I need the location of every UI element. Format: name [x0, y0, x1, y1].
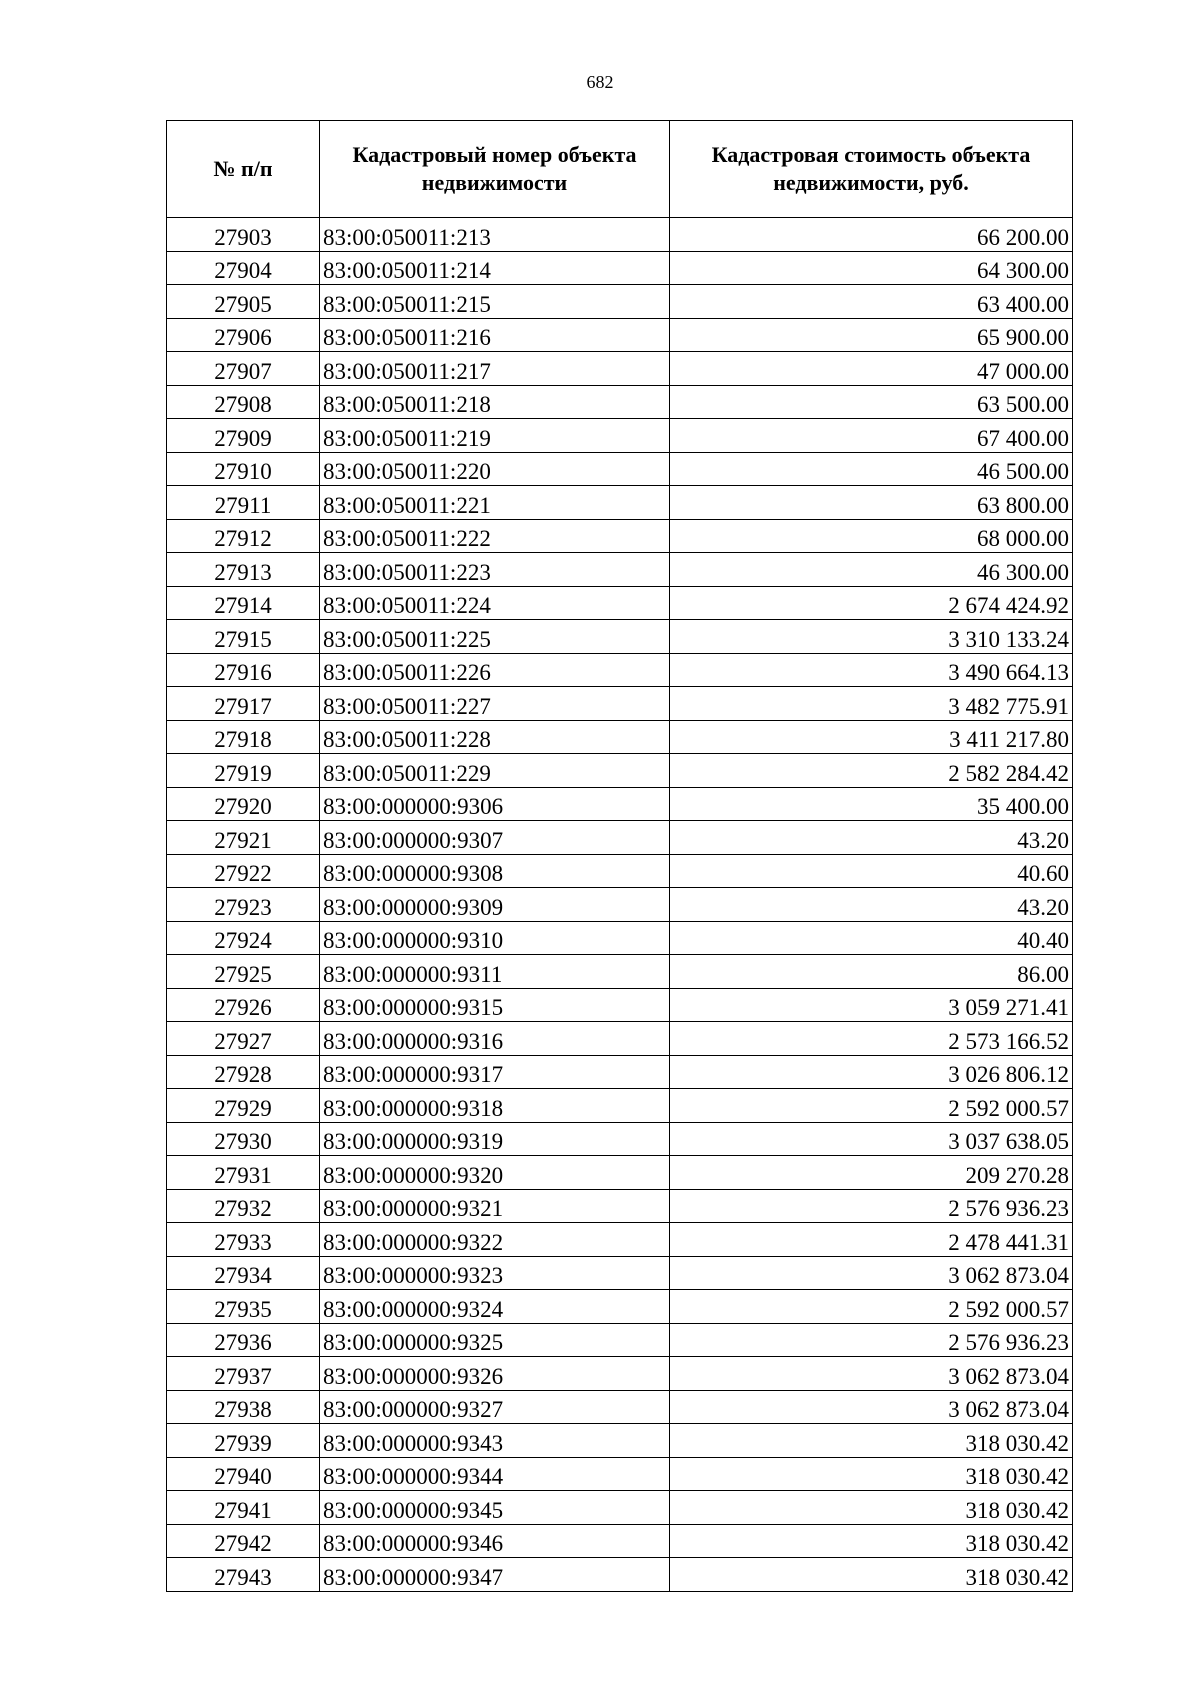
- cadastral-value-cell: 209 270.28: [670, 1156, 1073, 1190]
- cadastral-value-cell: 3 037 638.05: [670, 1122, 1073, 1156]
- row-number-cell: 27937: [167, 1357, 320, 1391]
- cadastral-value-cell: 2 478 441.31: [670, 1223, 1073, 1257]
- row-number-cell: 27903: [167, 218, 320, 252]
- cadastral-value-cell: 2 592 000.57: [670, 1290, 1073, 1324]
- row-number-cell: 27917: [167, 687, 320, 721]
- row-number-cell: 27921: [167, 821, 320, 855]
- cadastral-value-cell: 2 573 166.52: [670, 1022, 1073, 1056]
- row-number-cell: 27904: [167, 251, 320, 285]
- table-row: [167, 1390, 1073, 1424]
- row-number-cell: 27932: [167, 1189, 320, 1223]
- cadastral-number-cell: 83:00:000000:9344: [320, 1457, 670, 1491]
- cadastral-number-cell: 83:00:000000:9317: [320, 1055, 670, 1089]
- row-number-cell: 27912: [167, 519, 320, 553]
- cadastral-value-cell: 3 062 873.04: [670, 1256, 1073, 1290]
- cadastral-value-cell: 46 300.00: [670, 553, 1073, 587]
- cadastral-value-cell: 66 200.00: [670, 218, 1073, 252]
- cadastral-number-cell: 83:00:000000:9306: [320, 787, 670, 821]
- cadastral-number-cell: 83:00:000000:9310: [320, 921, 670, 955]
- cadastral-value-cell: 47 000.00: [670, 352, 1073, 386]
- row-number-cell: 27920: [167, 787, 320, 821]
- cadastral-number-cell: 83:00:000000:9307: [320, 821, 670, 855]
- table-row: [167, 1256, 1073, 1290]
- row-number-cell: 27929: [167, 1089, 320, 1123]
- table-row: [167, 787, 1073, 821]
- table-row: [167, 419, 1073, 453]
- table-row: [167, 921, 1073, 955]
- row-number-cell: 27942: [167, 1524, 320, 1558]
- header-row-number: № п/п: [167, 121, 320, 218]
- table-row: [167, 1323, 1073, 1357]
- row-number-cell: 27913: [167, 553, 320, 587]
- page-number: 682: [586, 72, 614, 92]
- cadastral-number-cell: 83:00:050011:219: [320, 419, 670, 453]
- cadastral-number-cell: 83:00:000000:9308: [320, 854, 670, 888]
- cadastral-value-cell: 63 400.00: [670, 285, 1073, 319]
- table-row: [167, 1424, 1073, 1458]
- cadastral-number-cell: 83:00:000000:9319: [320, 1122, 670, 1156]
- table-row: [167, 754, 1073, 788]
- table-row: [167, 1156, 1073, 1190]
- cadastral-value-cell: 318 030.42: [670, 1457, 1073, 1491]
- cadastral-value-cell: 2 576 936.23: [670, 1189, 1073, 1223]
- row-number-cell: 27928: [167, 1055, 320, 1089]
- table-row: [167, 352, 1073, 386]
- row-number-cell: 27906: [167, 318, 320, 352]
- table-row: [167, 385, 1073, 419]
- row-number-cell: 27910: [167, 452, 320, 486]
- cadastral-number-cell: 83:00:050011:218: [320, 385, 670, 419]
- cadastral-value-cell: 40.60: [670, 854, 1073, 888]
- table-row: [167, 1089, 1073, 1123]
- cadastral-value-cell: 64 300.00: [670, 251, 1073, 285]
- cadastral-number-cell: 83:00:000000:9347: [320, 1558, 670, 1592]
- table-row: [167, 1223, 1073, 1257]
- cadastral-value-cell: 3 059 271.41: [670, 988, 1073, 1022]
- cadastral-number-cell: 83:00:000000:9318: [320, 1089, 670, 1123]
- cadastral-number-cell: 83:00:050011:222: [320, 519, 670, 553]
- table-row: [167, 687, 1073, 721]
- cadastral-value-cell: 46 500.00: [670, 452, 1073, 486]
- row-number-cell: 27935: [167, 1290, 320, 1324]
- row-number-cell: 27943: [167, 1558, 320, 1592]
- row-number-cell: 27918: [167, 720, 320, 754]
- cadastral-number-cell: 83:00:000000:9345: [320, 1491, 670, 1525]
- table-header-row: [167, 121, 1073, 218]
- cadastral-number-cell: 83:00:050011:226: [320, 653, 670, 687]
- table-body: [167, 218, 1073, 1592]
- cadastral-number-cell: 83:00:000000:9309: [320, 888, 670, 922]
- table-row: [167, 452, 1073, 486]
- cadastral-value-cell: 65 900.00: [670, 318, 1073, 352]
- cadastral-value-cell: 35 400.00: [670, 787, 1073, 821]
- cadastral-value-cell: 86.00: [670, 955, 1073, 989]
- table-row: [167, 653, 1073, 687]
- cadastral-value-cell: 3 062 873.04: [670, 1390, 1073, 1424]
- cadastral-number-cell: 83:00:000000:9343: [320, 1424, 670, 1458]
- row-number-cell: 27922: [167, 854, 320, 888]
- row-number-cell: 27939: [167, 1424, 320, 1458]
- cadastral-number-cell: 83:00:050011:225: [320, 620, 670, 654]
- cadastral-value-cell: 2 592 000.57: [670, 1089, 1073, 1123]
- row-number-cell: 27938: [167, 1390, 320, 1424]
- cadastral-value-cell: 63 800.00: [670, 486, 1073, 520]
- cadastral-number-cell: 83:00:000000:9323: [320, 1256, 670, 1290]
- row-number-cell: 27911: [167, 486, 320, 520]
- cadastral-number-cell: 83:00:000000:9315: [320, 988, 670, 1022]
- header-cadastral-number: Кадастровый номер объекта недвижимости: [320, 121, 670, 218]
- table-row: [167, 218, 1073, 252]
- cadastral-number-cell: 83:00:050011:227: [320, 687, 670, 721]
- cadastral-number-cell: 83:00:050011:217: [320, 352, 670, 386]
- row-number-cell: 27923: [167, 888, 320, 922]
- cadastral-value-cell: 68 000.00: [670, 519, 1073, 553]
- cadastral-value-cell: 318 030.42: [670, 1558, 1073, 1592]
- cadastral-number-cell: 83:00:000000:9311: [320, 955, 670, 989]
- table-row: [167, 1357, 1073, 1391]
- row-number-cell: 27915: [167, 620, 320, 654]
- row-number-cell: 27940: [167, 1457, 320, 1491]
- cadastral-number-cell: 83:00:000000:9324: [320, 1290, 670, 1324]
- row-number-cell: 27909: [167, 419, 320, 453]
- row-number-cell: 27924: [167, 921, 320, 955]
- cadastral-number-cell: 83:00:000000:9325: [320, 1323, 670, 1357]
- cadastral-number-cell: 83:00:000000:9346: [320, 1524, 670, 1558]
- table-row: [167, 1055, 1073, 1089]
- table-row: [167, 854, 1073, 888]
- table-row: [167, 586, 1073, 620]
- cadastral-value-cell: 3 310 133.24: [670, 620, 1073, 654]
- table-row: [167, 955, 1073, 989]
- cadastral-value-table: [166, 120, 1073, 1592]
- cadastral-value-cell: 43.20: [670, 821, 1073, 855]
- cadastral-value-cell: 3 062 873.04: [670, 1357, 1073, 1391]
- table-row: [167, 553, 1073, 587]
- row-number-cell: 27930: [167, 1122, 320, 1156]
- row-number-cell: 27934: [167, 1256, 320, 1290]
- table-row: [167, 988, 1073, 1022]
- cadastral-value-cell: 40.40: [670, 921, 1073, 955]
- cadastral-value-cell: 63 500.00: [670, 385, 1073, 419]
- row-number-cell: 27933: [167, 1223, 320, 1257]
- table-row: [167, 1558, 1073, 1592]
- cadastral-number-cell: 83:00:050011:228: [320, 720, 670, 754]
- cadastral-number-cell: 83:00:050011:215: [320, 285, 670, 319]
- table-row: [167, 821, 1073, 855]
- table-row: [167, 519, 1073, 553]
- cadastral-number-cell: 83:00:050011:214: [320, 251, 670, 285]
- table-row: [167, 1122, 1073, 1156]
- row-number-cell: 27905: [167, 285, 320, 319]
- table-row: [167, 1524, 1073, 1558]
- table-row: [167, 285, 1073, 319]
- cadastral-value-cell: 318 030.42: [670, 1424, 1073, 1458]
- cadastral-value-cell: 2 582 284.42: [670, 754, 1073, 788]
- row-number-cell: 27926: [167, 988, 320, 1022]
- cadastral-value-cell: 2 674 424.92: [670, 586, 1073, 620]
- cadastral-number-cell: 83:00:000000:9320: [320, 1156, 670, 1190]
- cadastral-number-cell: 83:00:050011:216: [320, 318, 670, 352]
- cadastral-value-cell: 2 576 936.23: [670, 1323, 1073, 1357]
- cadastral-number-cell: 83:00:050011:223: [320, 553, 670, 587]
- table-row: [167, 1457, 1073, 1491]
- row-number-cell: 27931: [167, 1156, 320, 1190]
- table-row: [167, 318, 1073, 352]
- cadastral-value-cell: 67 400.00: [670, 419, 1073, 453]
- row-number-cell: 27914: [167, 586, 320, 620]
- cadastral-value-cell: 3 026 806.12: [670, 1055, 1073, 1089]
- table-row: [167, 251, 1073, 285]
- cadastral-number-cell: 83:00:000000:9322: [320, 1223, 670, 1257]
- cadastral-number-cell: 83:00:050011:224: [320, 586, 670, 620]
- cadastral-value-cell: 3 482 775.91: [670, 687, 1073, 721]
- row-number-cell: 27916: [167, 653, 320, 687]
- cadastral-number-cell: 83:00:050011:213: [320, 218, 670, 252]
- cadastral-number-cell: 83:00:000000:9316: [320, 1022, 670, 1056]
- table-row: [167, 888, 1073, 922]
- table-row: [167, 720, 1073, 754]
- row-number-cell: 27936: [167, 1323, 320, 1357]
- table-row: [167, 1491, 1073, 1525]
- cadastral-number-cell: 83:00:050011:229: [320, 754, 670, 788]
- row-number-cell: 27908: [167, 385, 320, 419]
- table-row: [167, 486, 1073, 520]
- row-number-cell: 27919: [167, 754, 320, 788]
- cadastral-number-cell: 83:00:000000:9326: [320, 1357, 670, 1391]
- table-row: [167, 1189, 1073, 1223]
- cadastral-value-cell: 43.20: [670, 888, 1073, 922]
- row-number-cell: 27927: [167, 1022, 320, 1056]
- header-cadastral-value: Кадастровая стоимость объекта недвижимости, руб.: [670, 121, 1073, 218]
- cadastral-value-cell: 3 411 217.80: [670, 720, 1073, 754]
- cadastral-value-cell: 318 030.42: [670, 1524, 1073, 1558]
- cadastral-value-cell: 3 490 664.13: [670, 653, 1073, 687]
- cadastral-value-cell: 318 030.42: [670, 1491, 1073, 1525]
- table-row: [167, 1290, 1073, 1324]
- cadastral-number-cell: 83:00:000000:9327: [320, 1390, 670, 1424]
- row-number-cell: 27941: [167, 1491, 320, 1525]
- cadastral-number-cell: 83:00:050011:220: [320, 452, 670, 486]
- row-number-cell: 27925: [167, 955, 320, 989]
- cadastral-number-cell: 83:00:050011:221: [320, 486, 670, 520]
- row-number-cell: 27907: [167, 352, 320, 386]
- table-row: [167, 1022, 1073, 1056]
- table-row: [167, 620, 1073, 654]
- cadastral-number-cell: 83:00:000000:9321: [320, 1189, 670, 1223]
